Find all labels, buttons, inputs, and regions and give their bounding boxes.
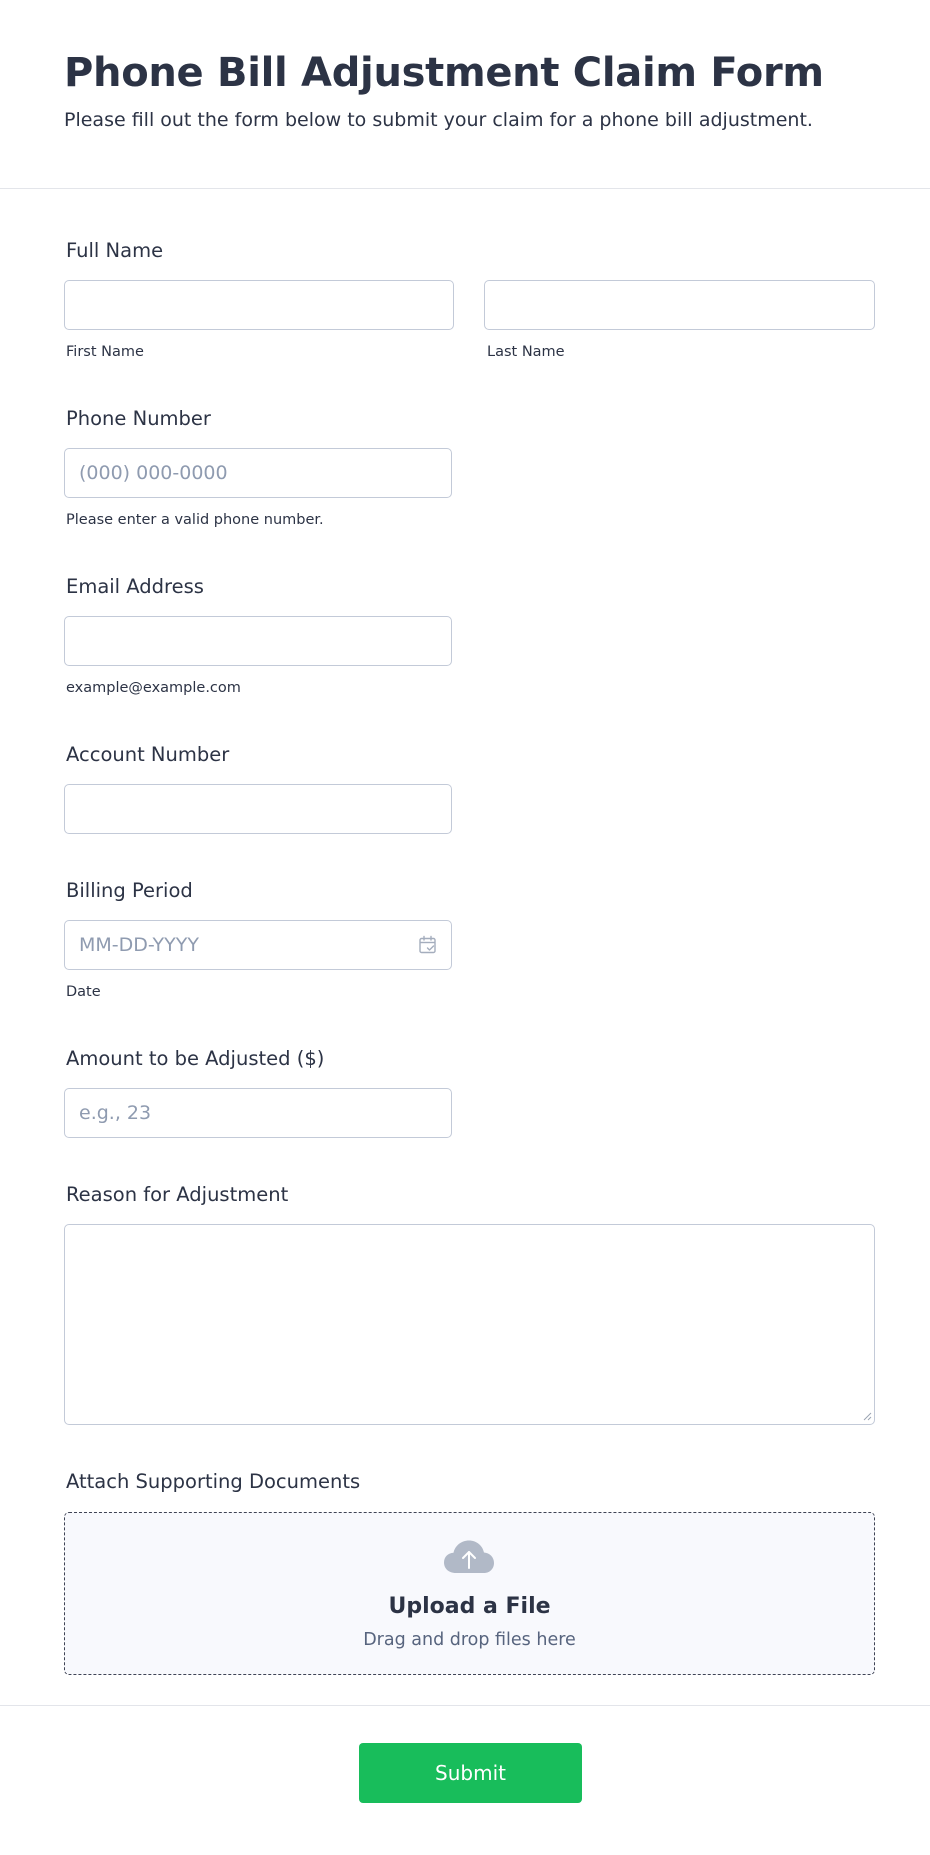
- email-address-sublabel: example@example.com: [66, 680, 241, 696]
- account-number-input[interactable]: [64, 784, 452, 834]
- amount-label: Amount to be Adjusted ($): [66, 1047, 325, 1070]
- phone-number-sublabel: Please enter a valid phone number.: [66, 512, 324, 528]
- billing-period-sublabel: Date: [66, 984, 101, 1000]
- attachments-label: Attach Supporting Documents: [66, 1470, 361, 1493]
- first-name-input[interactable]: [64, 280, 454, 330]
- billing-period-label: Billing Period: [66, 879, 193, 902]
- upload-hint: Drag and drop files here: [363, 1630, 576, 1650]
- phone-number-input[interactable]: [64, 448, 452, 498]
- full-name-label: Full Name: [66, 239, 164, 262]
- file-upload-dropzone[interactable]: [64, 1512, 875, 1675]
- calendar-icon[interactable]: [418, 935, 438, 955]
- upload-title: Upload a File: [388, 1594, 551, 1619]
- first-name-sublabel: First Name: [66, 344, 144, 360]
- email-address-label: Email Address: [66, 575, 204, 598]
- phone-number-label: Phone Number: [66, 407, 211, 430]
- reason-label: Reason for Adjustment: [66, 1183, 289, 1206]
- last-name-sublabel: Last Name: [487, 344, 565, 360]
- reason-textarea[interactable]: [64, 1224, 875, 1425]
- form-header: [0, 0, 930, 189]
- cloud-upload-icon: [443, 1539, 495, 1575]
- page-title: Phone Bill Adjustment Claim Form: [64, 50, 824, 96]
- submit-button[interactable]: Submit: [359, 1743, 582, 1803]
- account-number-label: Account Number: [66, 743, 230, 766]
- resize-grip-icon[interactable]: [862, 1411, 872, 1421]
- amount-input[interactable]: [64, 1088, 452, 1138]
- email-address-input[interactable]: [64, 616, 452, 666]
- billing-period-input[interactable]: [64, 920, 452, 970]
- page-subtitle: Please fill out the form below to submit your claim for a phone bill adjustment.: [64, 109, 813, 131]
- last-name-input[interactable]: [484, 280, 875, 330]
